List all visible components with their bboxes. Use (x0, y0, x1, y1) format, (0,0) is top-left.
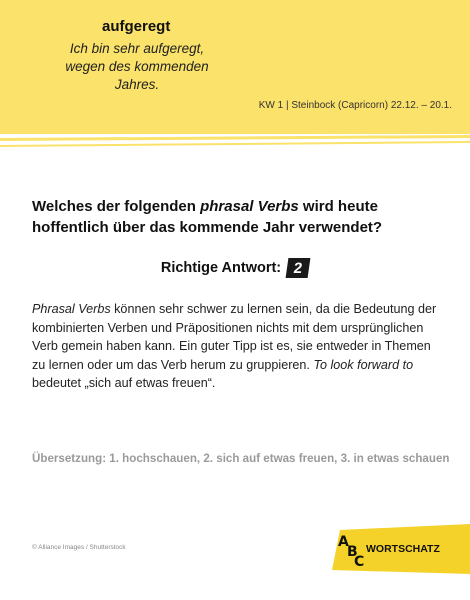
explanation-emphasis-1: Phrasal Verbs (32, 302, 111, 316)
example-sentence: Ich bin sehr aufgeregt, wegen des kommenden Jahres. (65, 41, 209, 92)
vocabulary-word: aufgeregt (102, 18, 171, 35)
question-text-2: wird heute hoffentlich über das kommende Jahr verwendet? (32, 198, 383, 236)
calendar-week-info: KW 1 | Steinbock (Capricorn) 22.12. – 20.1. (258, 100, 452, 111)
abc-letter-b: B (347, 544, 358, 560)
answer-explanation (32, 300, 442, 393)
abc-letter-c: C (354, 554, 365, 570)
explanation-text-1: können sehr schwer zu lernen sein, da die Bedeutung der kombinierten Verben und Präpositionen nichts mit dem ursprünglichen Verb gemein haben kann. Ein guter Tipp ist es, sie entweder in Themen zu lernen oder um das Verb herum zu gruppieren. (32, 302, 437, 372)
translation-line: Übersetzung: 1. hochschauen, 2. sich auf etwas freuen, 3. in etwas schauen (32, 452, 450, 465)
answer-number: 2 (292, 259, 304, 277)
explanation-text-2: bedeutet „sich auf etwas freuen“. (32, 376, 216, 391)
answer-number-badge (286, 258, 311, 278)
badge-label: WORTSCHATZ (366, 543, 440, 555)
header-stripes (0, 128, 470, 150)
question-emphasis: phrasal Verbs (200, 198, 299, 215)
quiz-question (32, 196, 442, 238)
image-credit: © Alliance Images / Shutterstock (32, 544, 126, 551)
question-text-1: Welches der folgenden (32, 198, 201, 215)
explanation-emphasis-2: To look forward to (313, 357, 414, 372)
answer-label: Richtige Antwort: (160, 260, 282, 276)
abc-letter-a: A (338, 534, 349, 550)
answer-row (0, 258, 470, 278)
